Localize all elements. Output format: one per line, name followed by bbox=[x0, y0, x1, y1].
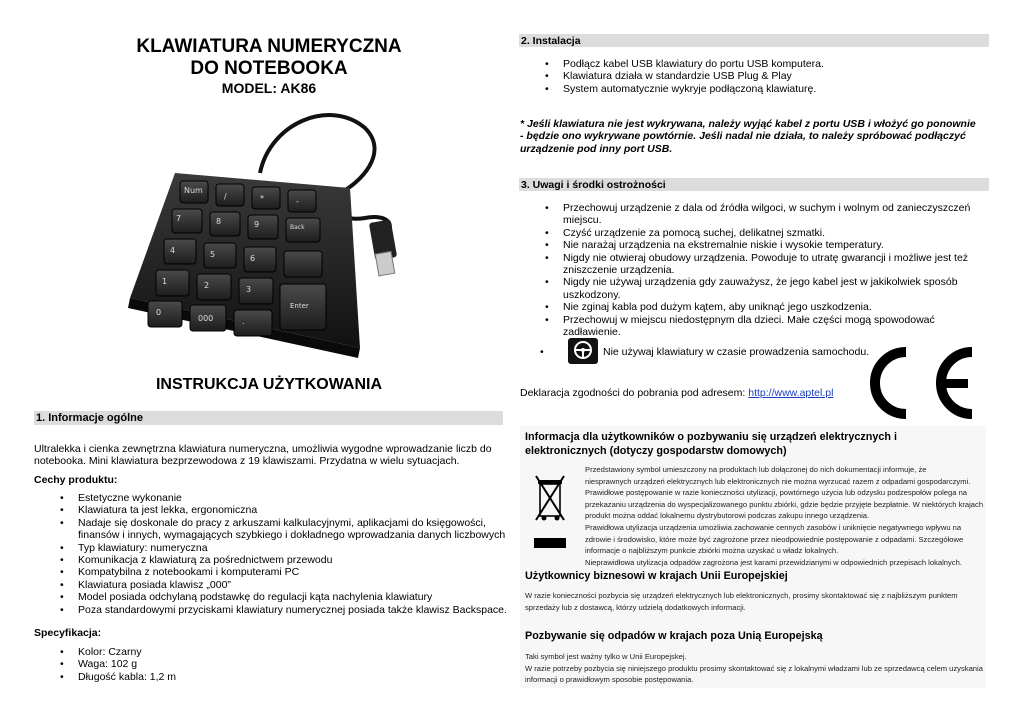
section-general-info: 1. Informacje ogólne bbox=[34, 411, 503, 425]
spec-heading: Specyfikacja: bbox=[34, 627, 102, 639]
install-note: * Jeśli klawiatura nie jest wykrywana, należy wyjąć kabel z portu USB i włożyć go ponownie - będzie ono wykrywane powtórnie. Jeśli nadal nie działa, to należy spróbować podłączyć urządzenie pod inny port USB. bbox=[520, 118, 976, 155]
svg-text:3: 3 bbox=[246, 285, 252, 294]
svg-text:/: / bbox=[224, 192, 227, 201]
declaration-label: Deklaracja zgodności do pobrania pod adresem: bbox=[520, 387, 749, 399]
list-item: • Model posiada odchylaną podstawkę do regulacji kąta nachylenia klawiatury bbox=[78, 591, 508, 603]
svg-text:000: 000 bbox=[198, 314, 214, 323]
list-item: • Podłącz kabel USB klawiatury do portu USB komputera. bbox=[563, 58, 983, 70]
svg-text:.: . bbox=[242, 317, 245, 326]
list-item: • Klawiatura działa w standardzie USB Plug & Play bbox=[563, 70, 983, 82]
no-driving-icon bbox=[568, 338, 598, 364]
list-item: • Kolor: Czarny bbox=[78, 646, 378, 658]
section-installation: 2. Instalacja bbox=[519, 34, 989, 47]
spec-list bbox=[78, 646, 378, 683]
list-item: • Poza standardowymi przyciskami klawiatury numerycznej posiada także klawisz Backspace. bbox=[78, 604, 508, 616]
install-list bbox=[563, 58, 983, 95]
list-item: • System automatycznie wykryje podłączoną klawiaturę. bbox=[563, 83, 983, 95]
model-label: MODEL: AK86 bbox=[221, 80, 317, 96]
keypad-photo bbox=[120, 103, 420, 363]
list-item: • Waga: 102 g bbox=[78, 658, 378, 670]
intro-paragraph: Ultralekka i cienka zewnętrzna klawiatura numeryczna, umożliwia wygodne wprowadzanie liczb do notebooka. Mini klawiatura bezprzewodowa z 19 klawiszami. Przydatna w wielu sytuacjach. bbox=[34, 443, 492, 468]
list-item: • Nie zginaj kabla pod dużym kątem, aby uniknąć jego uszkodzenia. bbox=[563, 301, 973, 313]
svg-text:9: 9 bbox=[254, 220, 260, 229]
list-item: • Nie narażaj urządzenia na ekstremalnie niskie i wysokie temperatury. bbox=[563, 239, 973, 251]
text-line: W razie konieczności pozbycia się urządzeń elektrycznych lub elektronicznych, prosimy skontaktować się z najbliższym punktem bbox=[525, 591, 958, 600]
svg-text:Enter: Enter bbox=[290, 302, 309, 310]
svg-text:*: * bbox=[260, 194, 264, 203]
svg-text:2: 2 bbox=[204, 281, 210, 290]
svg-text:7: 7 bbox=[176, 214, 182, 223]
list-item: • Typ klawiatury: numeryczna bbox=[78, 542, 508, 554]
text-line: Przedstawiony symbol umieszczony na produktach lub dołączonej do nich dokumentacji informuje, że bbox=[585, 465, 927, 474]
svg-text:6: 6 bbox=[250, 254, 256, 263]
driving-warning: Nie używaj klawiatury w czasie prowadzenia samochodu. bbox=[603, 346, 870, 358]
svg-text:Back: Back bbox=[290, 224, 305, 231]
svg-text:5: 5 bbox=[210, 250, 216, 259]
non-eu-body bbox=[525, 651, 985, 686]
precautions-list bbox=[563, 202, 973, 338]
text-line: produkt można oddać lokalnemu dystrybutorowi podczas zakupu innego urządzenia. bbox=[585, 511, 870, 521]
list-item: • Nigdy nie otwieraj obudowy urządzenia. Powoduje to utratę gwarancji i możliwe jest też zniszczenie urządzenia. bbox=[563, 252, 973, 277]
list-item: • Klawiatura posiada klawisz „000” bbox=[78, 579, 508, 591]
bullet-driving: • bbox=[540, 346, 544, 358]
svg-text:0: 0 bbox=[156, 308, 162, 317]
list-item: • Przechowuj w miejscu niedostępnym dla dzieci. Małe części mogą spowodować zadławienie. bbox=[563, 314, 973, 339]
list-item: • Długość kabla: 1,2 m bbox=[78, 671, 378, 683]
svg-text:8: 8 bbox=[216, 217, 222, 226]
list-item: • Przechowuj urządzenie z dala od źródła wilgoci, w suchym i wolnym od zanieczyszczeń miejscu. bbox=[563, 202, 973, 227]
svg-text:1: 1 bbox=[162, 277, 168, 286]
svg-text:-: - bbox=[296, 197, 299, 206]
text-line: informacje o najbliższym punkcie zbiórki można uzyskać u władz lokalnych. bbox=[585, 546, 839, 556]
business-users-title: Użytkownicy biznesowi w krajach Unii Europejskiej bbox=[525, 570, 788, 582]
text-line: przekazaniu urządzenia do wyspecjalizowanego punktu zbiórki, gdzie będzie przyjęte bezpłatnie. W niektórych krajach bbox=[585, 499, 984, 509]
list-item: • Klawiatura ta jest lekka, ergonomiczna bbox=[78, 504, 508, 516]
list-item: • Estetyczne wykonanie bbox=[78, 492, 508, 504]
business-users-body bbox=[525, 590, 985, 613]
product-title-line2: DO NOTEBOOKA bbox=[190, 58, 348, 79]
list-item: • Kompatybilna z notebookami i komputerami PC bbox=[78, 566, 508, 578]
list-item: • Czyść urządzenie za pomocą suchej, delikatnej szmatki. bbox=[563, 227, 973, 239]
text-line: zdrowie i środowisko, które może być zagrożone przez nieodpowiednie postępowanie z odpadami. Szczegółowe bbox=[585, 534, 964, 544]
list-item: • Nigdy nie używaj urządzenia gdy zauważysz, że jego kabel jest w jakikolwiek sposób uszkodzony. bbox=[563, 276, 973, 301]
text-line: W razie potrzeby pozbycia się niniejszego produktu prosimy skontaktować się z lokalnymi władzami lub ze sprzedawcą celem uzyskania bbox=[525, 663, 983, 673]
text-line: informacji o prawidłowym sposobie postępowania. bbox=[525, 675, 694, 685]
text-line: sprzedaży lub z dostawcą, którzy udzielą dodatkowych informacji. bbox=[525, 602, 746, 612]
text-line: Prawidłowa utylizacja urządzenia umożliwia zachowanie cennych zasobów i uniknięcie negatywnego wpływu na bbox=[585, 522, 962, 532]
list-item: finansów i innych, wymagających szybkiego i dokładnego wprowadzania danych liczbowych bbox=[78, 529, 506, 542]
weee-title: Informacja dla użytkowników o pozbywaniu się urządzeń elektrycznych i elektronicznych (dotyczy gospodarstw domowych) bbox=[525, 431, 897, 457]
manual-title: INSTRUKCJA UŻYTKOWANIA bbox=[155, 376, 383, 393]
text-line: Prawidłowe postępowanie w razie konieczności utylizacji, powtórnego użycia lub odzysku podzespołów polega na bbox=[585, 488, 968, 498]
ce-mark-icon bbox=[868, 346, 978, 420]
declaration-text bbox=[520, 387, 833, 399]
svg-text:4: 4 bbox=[170, 246, 176, 255]
product-title-line1: KLAWIATURA NUMERYCZNA bbox=[136, 36, 402, 57]
declaration-link[interactable]: http://www.aptel.pl bbox=[748, 387, 834, 399]
list-item: • Komunikacja z klawiaturą za pośrednictwem przewodu bbox=[78, 554, 508, 566]
weee-bin-icon bbox=[530, 472, 570, 552]
text-line: Taki symbol jest ważny tylko w Unii Europejskej. bbox=[525, 652, 687, 661]
text-line: niesprawnych urządzeń elektrycznych lub elektronicznych nie można wyrzucać razem z odpadami gospodarczymi. bbox=[585, 476, 971, 486]
text-line: Nieprawidłowa utylizacja odpadów zagrożona jest karami przewidzianymi w odpowiednich przepisach lokalnych. bbox=[585, 557, 962, 567]
features-list bbox=[78, 492, 508, 616]
features-heading: Cechy produktu: bbox=[34, 474, 118, 486]
section-precautions: 3. Uwagi i środki ostrożności bbox=[519, 178, 989, 191]
list-item: • Nadaje się doskonale do pracy z arkuszami kalkulacyjnymi, aplikacjami do księgowości, bbox=[78, 517, 508, 529]
svg-text:Num: Num bbox=[184, 186, 203, 195]
weee-body bbox=[585, 464, 985, 568]
non-eu-title: Pozbywanie się odpadów w krajach poza Unią Europejską bbox=[525, 630, 823, 642]
